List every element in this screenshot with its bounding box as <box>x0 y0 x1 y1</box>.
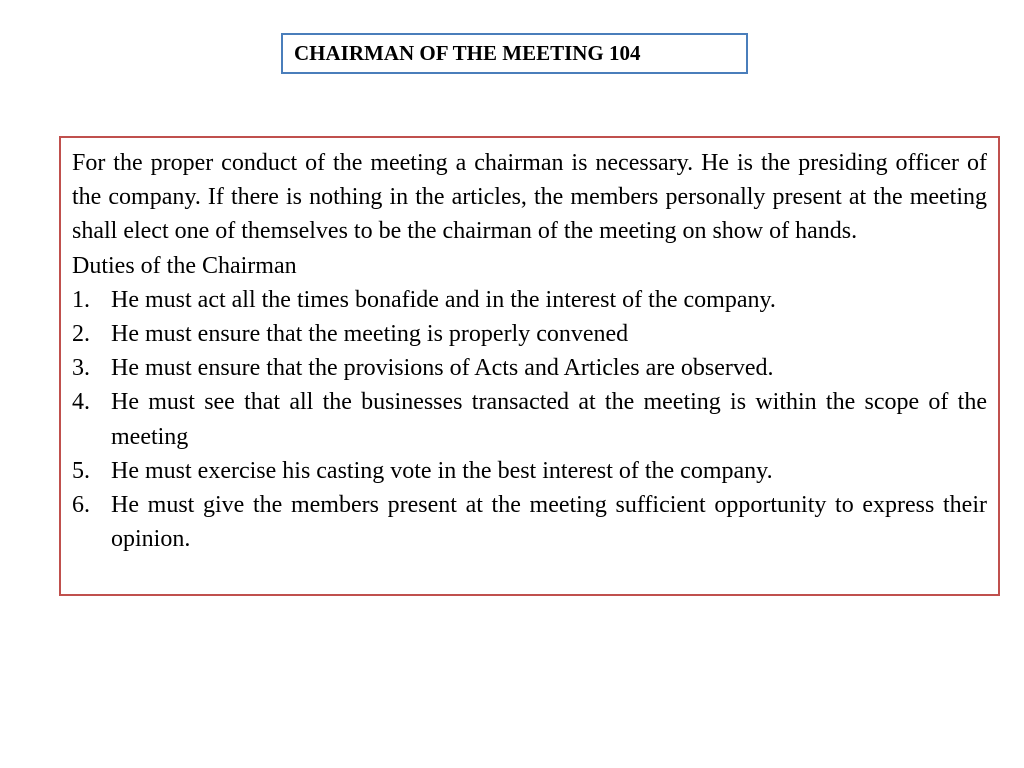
list-item-number: 3. <box>72 355 90 382</box>
content-box <box>59 136 1000 596</box>
list-item <box>72 317 987 351</box>
page-title: CHAIRMAN OF THE MEETING 104 <box>294 41 641 65</box>
list-item-number: 5. <box>72 457 90 484</box>
list-item-text: He must give the members present at the meeting sufficient opportunity to express their opinion. <box>111 492 987 553</box>
duties-list <box>72 283 987 557</box>
list-item-number: 2. <box>72 321 90 348</box>
list-item <box>72 351 987 385</box>
list-item <box>72 454 987 488</box>
title-box <box>281 33 748 74</box>
list-item-text: He must ensure that the provisions of Acts and Articles are observed. <box>111 355 774 382</box>
list-item-number: 4. <box>72 389 90 416</box>
intro-paragraph: For the proper conduct of the meeting a chairman is necessary. He is the presiding officer of the company. If there is nothing in the articles, the members personally present at the meeting shall elect one of themselves to be the chairman of the meeting on show of hands. <box>72 150 987 245</box>
list-item-text: He must act all the times bonafide and in the interest of the company. <box>111 286 776 313</box>
list-item-text: He must ensure that the meeting is properly convened <box>111 321 629 348</box>
list-item-text: He must exercise his casting vote in the best interest of the company. <box>111 457 773 484</box>
list-item-number: 6. <box>72 492 90 519</box>
list-item <box>72 488 987 556</box>
list-item <box>72 385 987 453</box>
list-item-number: 1. <box>72 286 90 313</box>
list-item <box>72 283 987 317</box>
duties-heading: Duties of the Chairman <box>72 252 297 279</box>
list-item-text: He must see that all the businesses transacted at the meeting is within the scope of the meeting <box>111 389 987 450</box>
